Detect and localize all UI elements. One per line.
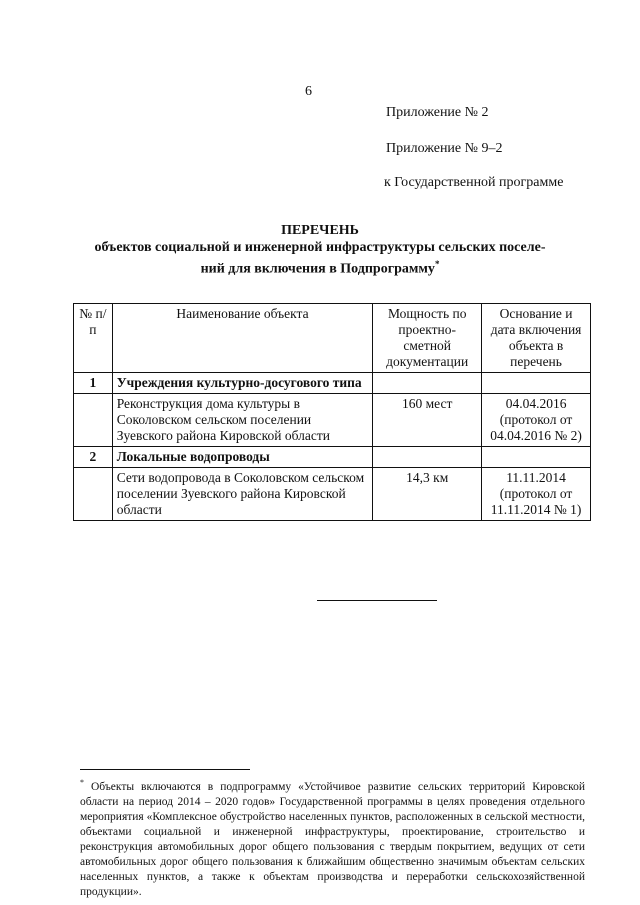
object-basis: 11.11.2014 (протокол от 11.11.2014 № 1) <box>482 468 591 521</box>
footnote-divider <box>80 769 250 770</box>
table-group-row <box>74 447 591 468</box>
object-name: Сети водопровода в Соколовском сельском поселении Зуевского района Кировской области <box>112 468 373 521</box>
header-capacity: Мощность по проектно-сметной документации <box>373 304 482 373</box>
footnote-mark: * <box>80 778 84 787</box>
page-number: 6 <box>305 84 312 99</box>
objects-table <box>73 303 591 521</box>
section-divider <box>317 600 437 601</box>
table-row <box>74 394 591 447</box>
group-title: Локальные водопроводы <box>112 447 373 468</box>
title-line-3-text: ний для включения в Подпрограмму <box>200 261 435 277</box>
group-num: 1 <box>74 373 113 394</box>
empty-cell <box>373 373 482 394</box>
footnote <box>80 775 585 900</box>
empty-cell <box>74 394 113 447</box>
table-row <box>74 468 591 521</box>
appendix-label-2: Приложение № 9–2 <box>386 141 503 156</box>
empty-cell <box>482 373 591 394</box>
title-line-2: объектов социальной и инженерной инфраструктуры сельских поселе- <box>94 240 546 255</box>
table-group-row <box>74 373 591 394</box>
title-heading: ПЕРЕЧЕНЬ <box>281 223 359 238</box>
object-capacity: 14,3 км <box>373 468 482 521</box>
group-title: Учреждения культурно-досугового типа <box>112 373 373 394</box>
group-num: 2 <box>74 447 113 468</box>
header-num: № п/п <box>74 304 113 373</box>
empty-cell <box>373 447 482 468</box>
header-basis: Основание и дата включения объекта в перечень <box>482 304 591 373</box>
empty-cell <box>482 447 591 468</box>
empty-cell <box>74 468 113 521</box>
table-header-row <box>74 304 591 373</box>
object-basis: 04.04.2016 (протокол от 04.04.2016 № 2) <box>482 394 591 447</box>
object-name: Реконструкция дома культуры в Соколовском сельском поселении Зуевского района Кировской области <box>112 394 373 447</box>
title-footnote-mark: * <box>434 259 440 269</box>
appendix-label-3: к Государственной программе <box>384 175 564 190</box>
footnote-text: Объекты включаются в подпрограмму «Устойчивое развитие сельских территорий Кировской области на период 2014 – 2020 годов» Государственной программы в целях проведения отдельного мероприятия «Комплексное обустройство населенных пунктов, расположенных в сельской местности, объектами социальной и инженерной инфраструктуры, проектирование, строительство и реконструкция автомобильных дорог общего пользования с твердым покрытием, ведущих от сети автомобильных дорог общего пользования к ближайшим общественно значимым объектам сельских населенных пунктов, а также к объектам производства и переработки сельскохозяйственной продукции». <box>80 780 586 898</box>
header-name: Наименование объекта <box>112 304 373 373</box>
object-capacity: 160 мест <box>373 394 482 447</box>
appendix-label-1: Приложение № 2 <box>386 105 489 120</box>
title-line-3 <box>70 256 570 278</box>
